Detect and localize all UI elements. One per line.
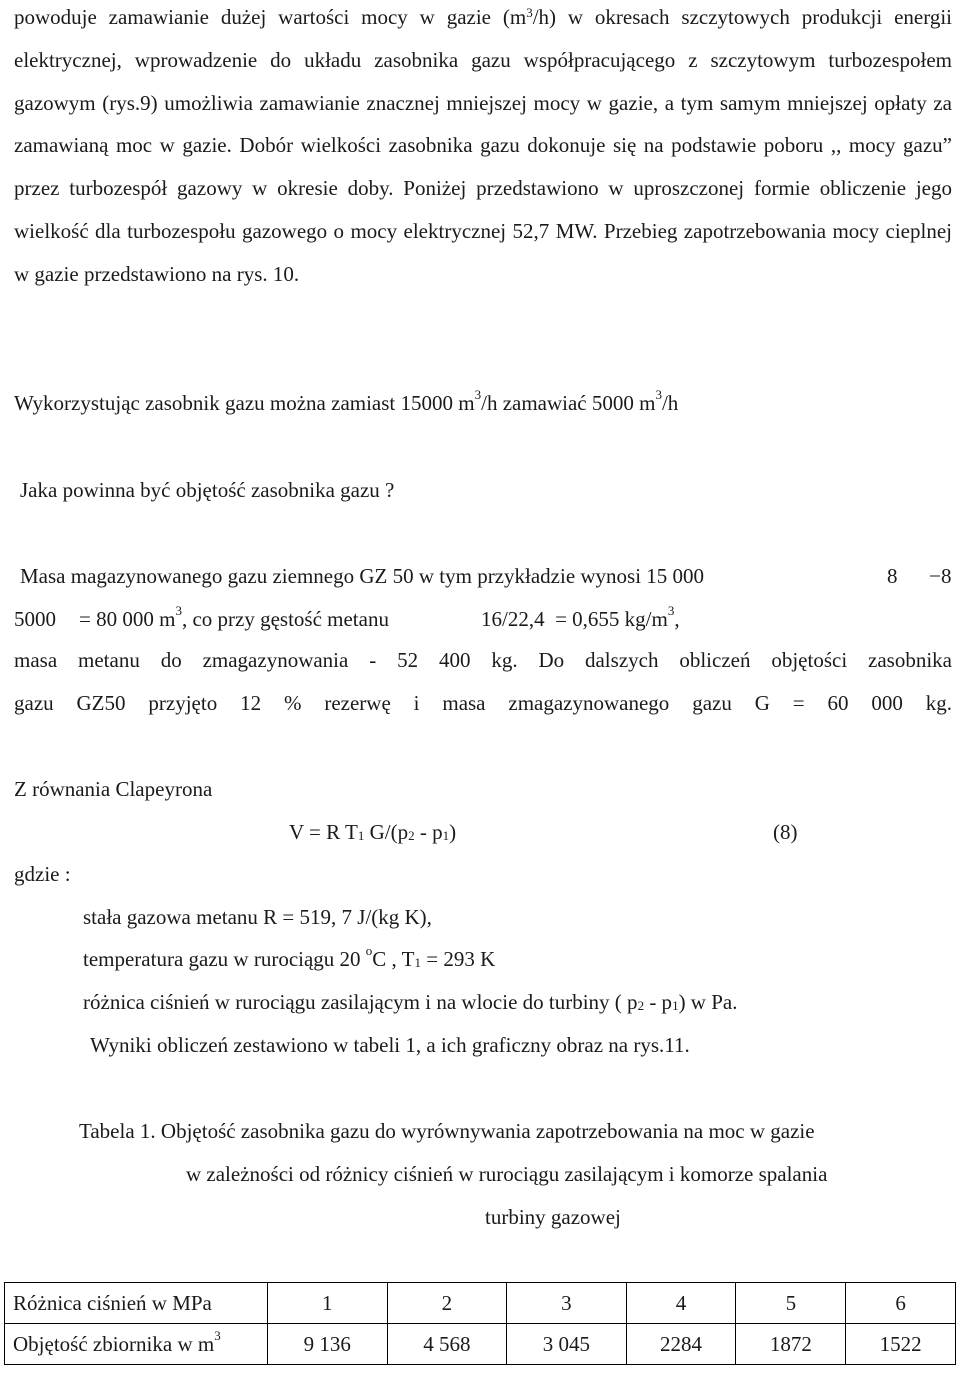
eq-sub-2: 2 bbox=[408, 828, 415, 843]
density-comma: , bbox=[674, 607, 680, 631]
storage-sup-1: 3 bbox=[474, 387, 482, 402]
table-row-pressure bbox=[5, 1283, 956, 1324]
pressure-sub-1: 2 bbox=[637, 998, 645, 1013]
temp-degree: o bbox=[365, 943, 373, 958]
intro-line1-sup: 3 bbox=[526, 5, 533, 20]
row-label-volume-sup: 3 bbox=[214, 1327, 221, 1343]
results-table bbox=[4, 1282, 956, 1365]
row-label-volume bbox=[5, 1324, 268, 1365]
storage-text-c: /h bbox=[661, 391, 679, 415]
intro-line1-b: /h) w okresach szczytowych bbox=[532, 5, 790, 29]
results-sentence: Wyniki obliczeń zestawiono w tabeli 1, a ich graficzny obraz na rys.11. bbox=[90, 1033, 690, 1057]
mass-density-text: , co przy gęstość metanu bbox=[181, 607, 389, 631]
density-sup: 3 bbox=[667, 603, 675, 618]
storage-sentence bbox=[14, 387, 679, 416]
mass-line-1-dash bbox=[930, 564, 940, 594]
intro-line1-a: powoduje zamawianie dużej wartości mocy w gazie (m bbox=[14, 5, 527, 29]
mass-volume-sup: 3 bbox=[175, 603, 182, 618]
temp-text-c: = 293 K bbox=[421, 947, 496, 971]
table-caption-line-2: w zależności od różnicy ciśnień w rurociągu zasilającym i komorze spalania bbox=[186, 1162, 828, 1186]
equation-8 bbox=[289, 820, 456, 845]
mass-line-1-text: Masa magazynowanego gazu ziemnego GZ 50 w tym przykładzie wynosi 15 000 bbox=[20, 564, 705, 588]
intro-paragraph bbox=[14, 0, 952, 296]
equation-number: (8) bbox=[773, 820, 798, 844]
storage-text-b: /h zamawiać 5000 m bbox=[481, 391, 656, 415]
row-label-volume-text: Objętość zbiornika w m bbox=[13, 1331, 215, 1356]
row-label-pressure: Różnica ciśnień w MPa bbox=[5, 1283, 268, 1324]
table-cell: 4 568 bbox=[387, 1324, 507, 1365]
intro-body: produkcji energii elektrycznej, wprowadzenie do układu zasobnika gazu współpracującego z szczytowym turbozespołem gazowym (rys.9) umożliwia zamawianie znacznej mniejszej mocy w gazie, a tym samym mniejszej opłaty za zamawianą moc w gazie. Dobór wielkości zasobnika gazu dokonuje się na podstawie poboru ,, mocy gazu” przez turbozespół gazowy w okresie doby. Poniżej przedstawiono w uproszczonej formie obliczenie jego wielkość dla turbozespołu gazowego o mocy elektrycznej 52,7 MW. Przebieg zapotrzebowania mocy cieplnej w gazie przedstawiono na rys. 10. bbox=[14, 5, 953, 286]
definition-gas-constant: stała gazowa metanu R = 519, 7 J/(kg K), bbox=[83, 905, 432, 929]
density-value: = 0,655 kg/m bbox=[555, 607, 668, 631]
eq-sub-3: 1 bbox=[442, 828, 450, 843]
table-cell: 6 bbox=[846, 1283, 956, 1324]
eq-sub-1: 1 bbox=[357, 828, 365, 843]
pressure-text-b: - p bbox=[644, 990, 673, 1014]
definition-pressure-diff bbox=[83, 990, 737, 1015]
pressure-text-a: różnica ciśnień w rurociągu zasilającym i na wlocie do turbiny ( p bbox=[83, 990, 638, 1014]
table-cell: 1 bbox=[268, 1283, 388, 1324]
table-row-volume bbox=[5, 1324, 956, 1365]
mass-line-3: masa metanu do zmagazynowania - 52 400 kg. Do dalszych obliczeń objętości zasobnika bbox=[14, 648, 952, 672]
definition-temperature bbox=[83, 943, 496, 972]
clapeyron-heading: Z równania Clapeyrona bbox=[14, 777, 213, 801]
temp-sub: 1 bbox=[414, 955, 422, 970]
table-cell: 2 bbox=[387, 1283, 507, 1324]
question-line: Jaka powinna być objętość zasobnika gazu ? bbox=[20, 478, 395, 502]
density-fraction: 16/22,4 bbox=[481, 607, 545, 631]
mass-line-1-multiplier-a: 8 bbox=[887, 564, 898, 588]
mass-line-2-c bbox=[481, 603, 680, 632]
table-cell: 3 045 bbox=[507, 1324, 627, 1365]
dash-mark bbox=[930, 564, 940, 588]
pressure-sub-2: 1 bbox=[672, 998, 679, 1013]
table-cell: 2284 bbox=[626, 1324, 736, 1365]
table-cell: 3 bbox=[507, 1283, 627, 1324]
temp-text-a: temperatura gazu w rurociągu 20 bbox=[83, 947, 366, 971]
eq-part-c: - p bbox=[414, 820, 443, 844]
table-cell: 9 136 bbox=[268, 1324, 388, 1365]
temp-text-b: C , T bbox=[372, 947, 415, 971]
mass-line-4: gazu GZ50 przyjęto 12 % rezerwę i masa zmagazynowanego gazu G = 60 000 kg. bbox=[14, 690, 952, 715]
mass-line-1 bbox=[20, 564, 704, 589]
eq-part-d: ) bbox=[449, 820, 457, 844]
pressure-text-c: ) w Pa. bbox=[678, 990, 738, 1014]
mass-line-2-a: 5000 bbox=[14, 607, 56, 631]
eq-part-a: V = R T bbox=[289, 820, 358, 844]
mass-lines-3-4 bbox=[14, 639, 952, 725]
eq-part-b: G/(p bbox=[364, 820, 409, 844]
mass-volume: = 80 000 m bbox=[79, 607, 176, 631]
table-caption-line-1: Tabela 1. Objętość zasobnika gazu do wyrównywania zapotrzebowania na moc w gazie bbox=[79, 1119, 815, 1143]
table-cell: 1522 bbox=[846, 1324, 956, 1365]
mass-line-1-multiplier-b: 8 bbox=[941, 564, 952, 588]
where-label: gdzie : bbox=[14, 862, 71, 886]
table-cell: 1872 bbox=[736, 1324, 846, 1365]
table-caption-line-3: turbiny gazowej bbox=[485, 1205, 621, 1229]
table-cell: 4 bbox=[626, 1283, 736, 1324]
table-cell: 5 bbox=[736, 1283, 846, 1324]
mass-line-2-b bbox=[79, 603, 389, 632]
storage-text-a: Wykorzystując zasobnik gazu można zamiast 15000 m bbox=[14, 391, 475, 415]
storage-sup-2: 3 bbox=[655, 387, 662, 402]
